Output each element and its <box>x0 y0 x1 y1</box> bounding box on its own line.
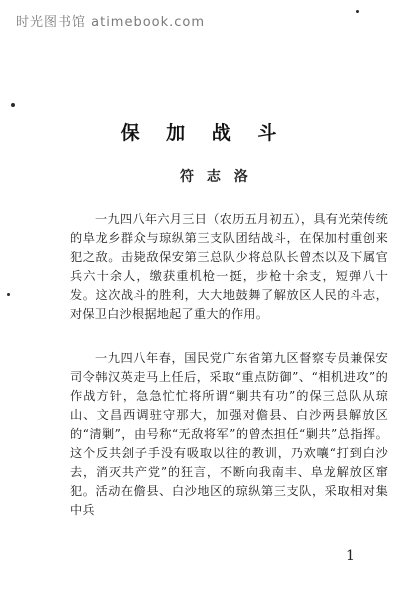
watermark-text: 时光图书馆 atimebook.com <box>16 15 206 30</box>
scan-speck <box>356 10 359 13</box>
body-paragraph: 一九四八年六月三日（农历五月初五），具有光荣传统的阜龙乡群众与琼纵第三支队团结战斗，在保加村重创来犯之敌。击毙敌保安第三总队少将总队长曾杰以及下属官兵六十余人，缴获重机枪一挺，步枪十余支，短弹八十发。这次战斗的胜利，大大地鼓舞了解放区人民的斗志，对保卫白沙根据地起了重大的作用。 <box>70 212 388 321</box>
page-number: 1 <box>346 548 355 564</box>
scan-speck <box>11 103 15 107</box>
scan-speck <box>7 293 10 296</box>
article-title: 保 加 战 斗 <box>120 122 287 144</box>
body-paragraph: 一九四八年春，国民党广东省第九区督察专员兼保安司令韩汉英走马上任后，采取“重点防御”、“相机进攻”的作战方针，急急忙忙将所谓“剿共有功”的保三总队从琼山、文昌西调驻守那大，加强对儋县、白沙两县解放区的“清剿”，由号称“无敌将军”的曾杰担任“剿共”总指挥。这个反共刽子手没有吸取以往的教训，乃欢嚷“打到白沙去，消灭共产党”的狂言，不断向我南丰、阜龙解放区窜犯。活动在儋县、白沙地区的琼纵第三支队，采取相对集中兵 <box>70 351 388 517</box>
author-name: 符 志 洛 <box>180 169 252 185</box>
